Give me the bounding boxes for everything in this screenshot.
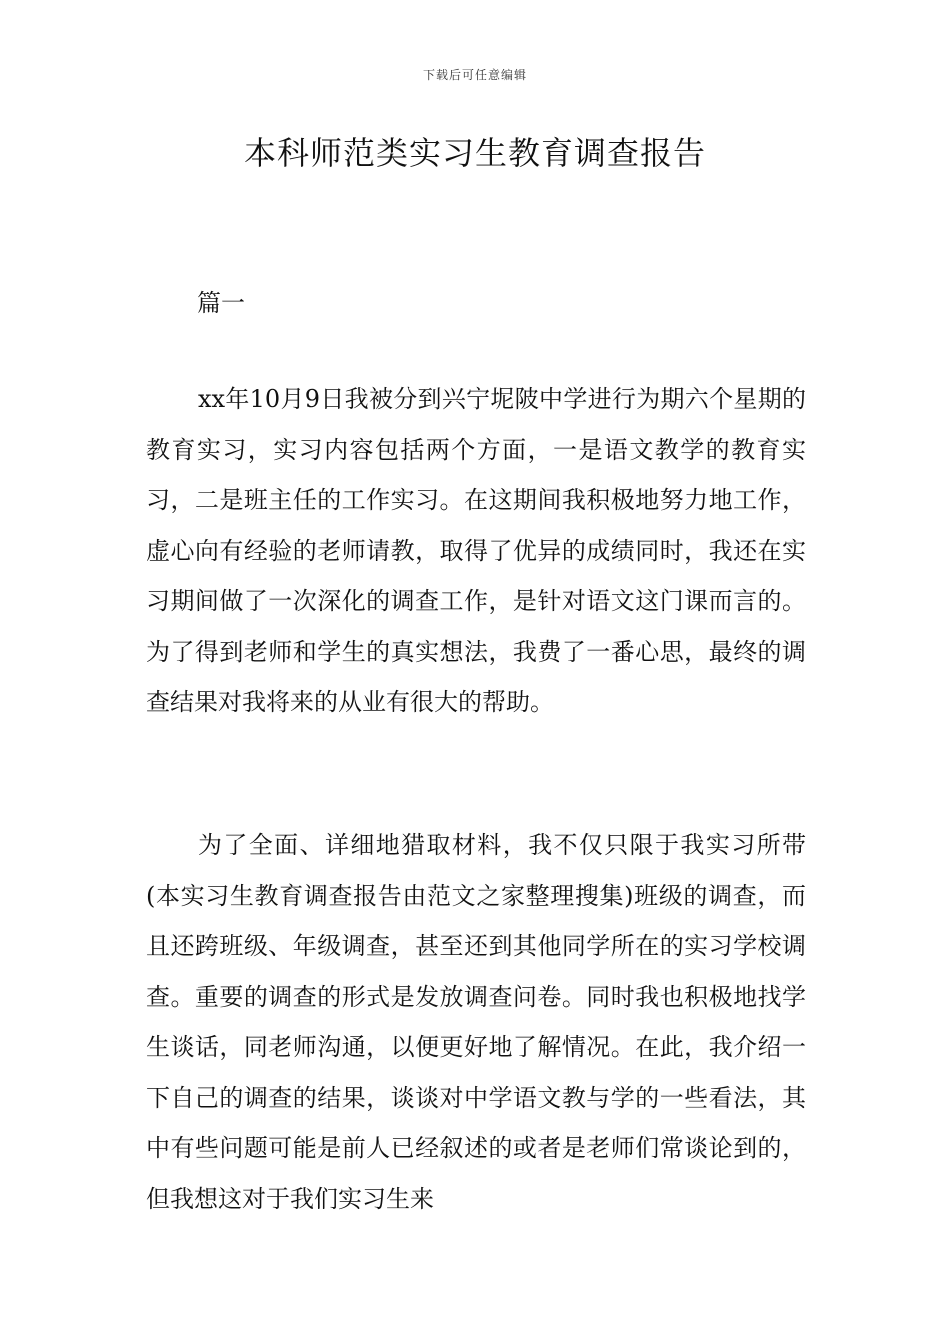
body-paragraph-1: xx年10月9日我被分到兴宁坭陂中学进行为期六个星期的教育实习，实习内容包括两个方面，一是语文教学的教育实习，二是班主任的工作实习。在这期间我积极地努力地工作，虚心向有经验的老师请教，取得了优异的成绩同时，我还在实习期间做了一次深化的调查工作，是针对语文这门课而言的。为了得到老师和学生的真实想法，我费了一番心思，最终的调查结果对我将来的从业有很大的帮助。 xyxy=(146,385,806,716)
header-note: 下载后可任意编辑 xyxy=(422,68,527,82)
body-paragraph-2: 为了全面、详细地猎取材料，我不仅只限于我实习所带(本实习生教育调查报告由范文之家整理搜集)班级的调查，而且还跨班级、年级调查，甚至还到其他同学所在的实习学校调查。重要的调查的形式是发放调查问卷。同时我也积极地找学生谈话，同老师沟通，以便更好地了解情况。在此，我介绍一下自己的调查的结果，谈谈对中学语文教与学的一些看法，其中有些问题可能是前人已经叙述的或者是老师们常谈论到的，但我想这对于我们实习生来 xyxy=(146,831,806,1213)
document-title: 本科师范类实习生教育调查报告 xyxy=(243,134,706,172)
section-label: 篇一 xyxy=(197,289,245,317)
